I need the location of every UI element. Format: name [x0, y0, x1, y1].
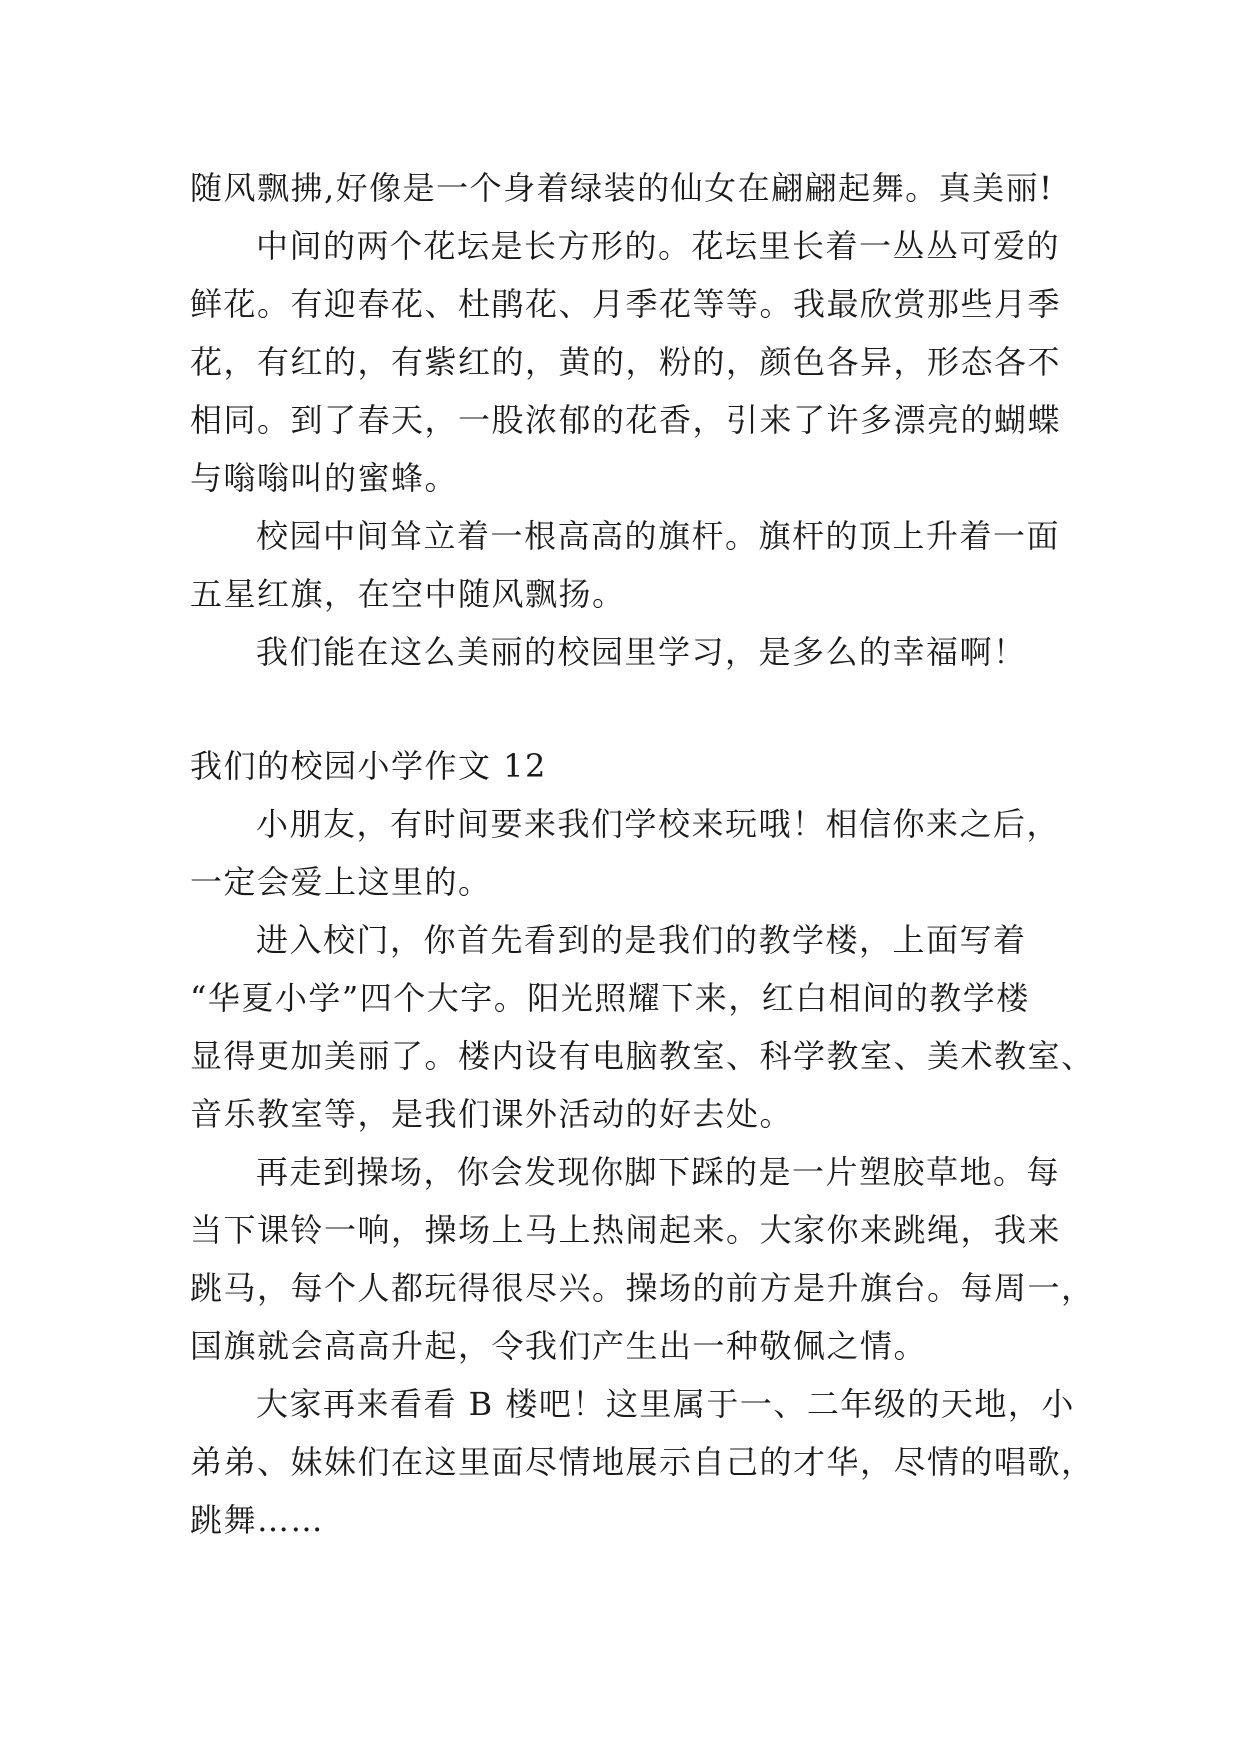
text-line: 跳马，每个人都玩得很尽兴。操场的前方是升旗台。每周一， [190, 1269, 1095, 1307]
text-line: 跳舞…… [190, 1501, 325, 1539]
text-line: 五星红旗，在空中随风飘扬。 [190, 575, 626, 613]
text-line: 随风飘拂,好像是一个身着绿装的仙女在翩翩起舞。真美丽! [190, 169, 1054, 207]
text-line: 小朋友，有时间要来我们学校来玩哦！相信你来之后， [256, 805, 1061, 843]
text-line: 相同。到了春天，一股浓郁的花香，引来了许多漂亮的蝴蝶 [190, 401, 1062, 439]
text-line: 显得更加美丽了。楼内设有电脑教室、科学教室、美术教室、 [190, 1037, 1095, 1075]
text-line: 进入校门，你首先看到的是我们的教学楼，上面写着 [256, 921, 1027, 959]
text-line: “华夏小学”四个大字。阳光照耀下来，红白相间的教学楼 [190, 979, 1030, 1017]
section-heading: 我们的校园小学作文 12 [190, 747, 547, 785]
text-line: 弟弟、妹妹们在这里面尽情地展示自己的才华，尽情的唱歌， [190, 1443, 1095, 1481]
text-line: 与嗡嗡叫的蜜蜂。 [190, 459, 459, 497]
text-line: 中间的两个花坛是长方形的。花坛里长着一丛丛可爱的 [256, 227, 1061, 265]
text-line: 我们能在这么美丽的校园里学习，是多么的幸福啊！ [256, 633, 1027, 671]
text-line: 国旗就会高高升起，令我们产生出一种敬佩之情。 [190, 1327, 928, 1365]
text-line: 再走到操场，你会发现你脚下踩的是一片塑胶草地。每 [256, 1153, 1061, 1191]
text-line: 当下课铃一响，操场上马上热闹起来。大家你来跳绳，我来 [190, 1211, 1062, 1249]
text-line: 花，有红的，有紫红的，黄的，粉的，颜色各异，形态各不 [190, 343, 1062, 381]
text-line: 一定会爱上这里的。 [190, 863, 492, 901]
text-line: 音乐教室等，是我们课外活动的好去处。 [190, 1095, 794, 1133]
text-line: 鲜花。有迎春花、杜鹃花、月季花等等。我最欣赏那些月季 [190, 285, 1062, 323]
text-line: 校园中间耸立着一根高高的旗杆。旗杆的顶上升着一面 [256, 517, 1061, 555]
text-line: 大家再来看看 B 楼吧！这里属于一、二年级的天地，小 [256, 1385, 1075, 1423]
